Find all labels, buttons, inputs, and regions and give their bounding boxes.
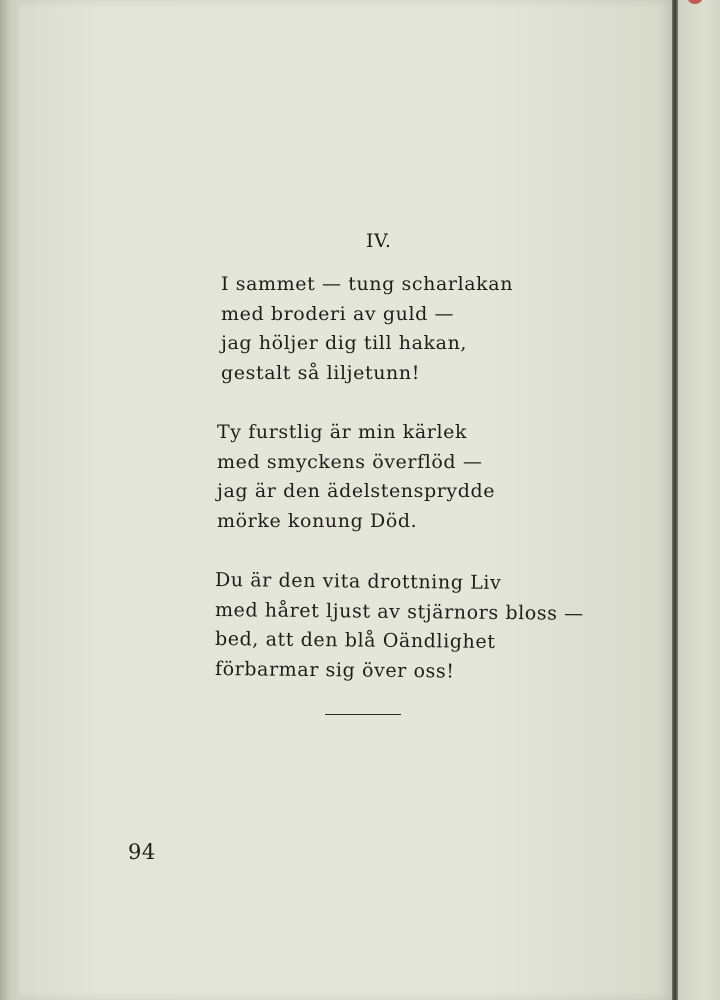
poem-line: I sammet — tung scharlakan [221,273,514,295]
poem-line: jag är den ädelstensprydde [217,480,496,502]
poem-line: med håret ljust av stjärnors bloss — [214,598,584,625]
stanza-1 [221,270,513,388]
poem-line: mörke konung Död. [217,509,418,532]
section-divider [325,714,401,715]
poem-line: med smyckens överflöd — [217,450,483,473]
poem-line: gestalt så liljetunn! [221,361,420,384]
poem-line: jag höljer dig till hakan, [221,332,468,354]
stanza-3 [215,566,584,684]
section-number: IV. [366,230,392,252]
stanza-2 [217,418,495,536]
page-number: 94 [128,840,156,864]
poem-line: förbarmar sig över oss! [214,657,455,683]
poem-line: Du är den vita drottning Liv [214,569,502,594]
poem-line: bed, att den blå Oändlighet [214,628,496,653]
poem-line: med broderi av guld — [221,302,455,325]
poem-line: Ty furstlig är min kärlek [217,421,468,443]
